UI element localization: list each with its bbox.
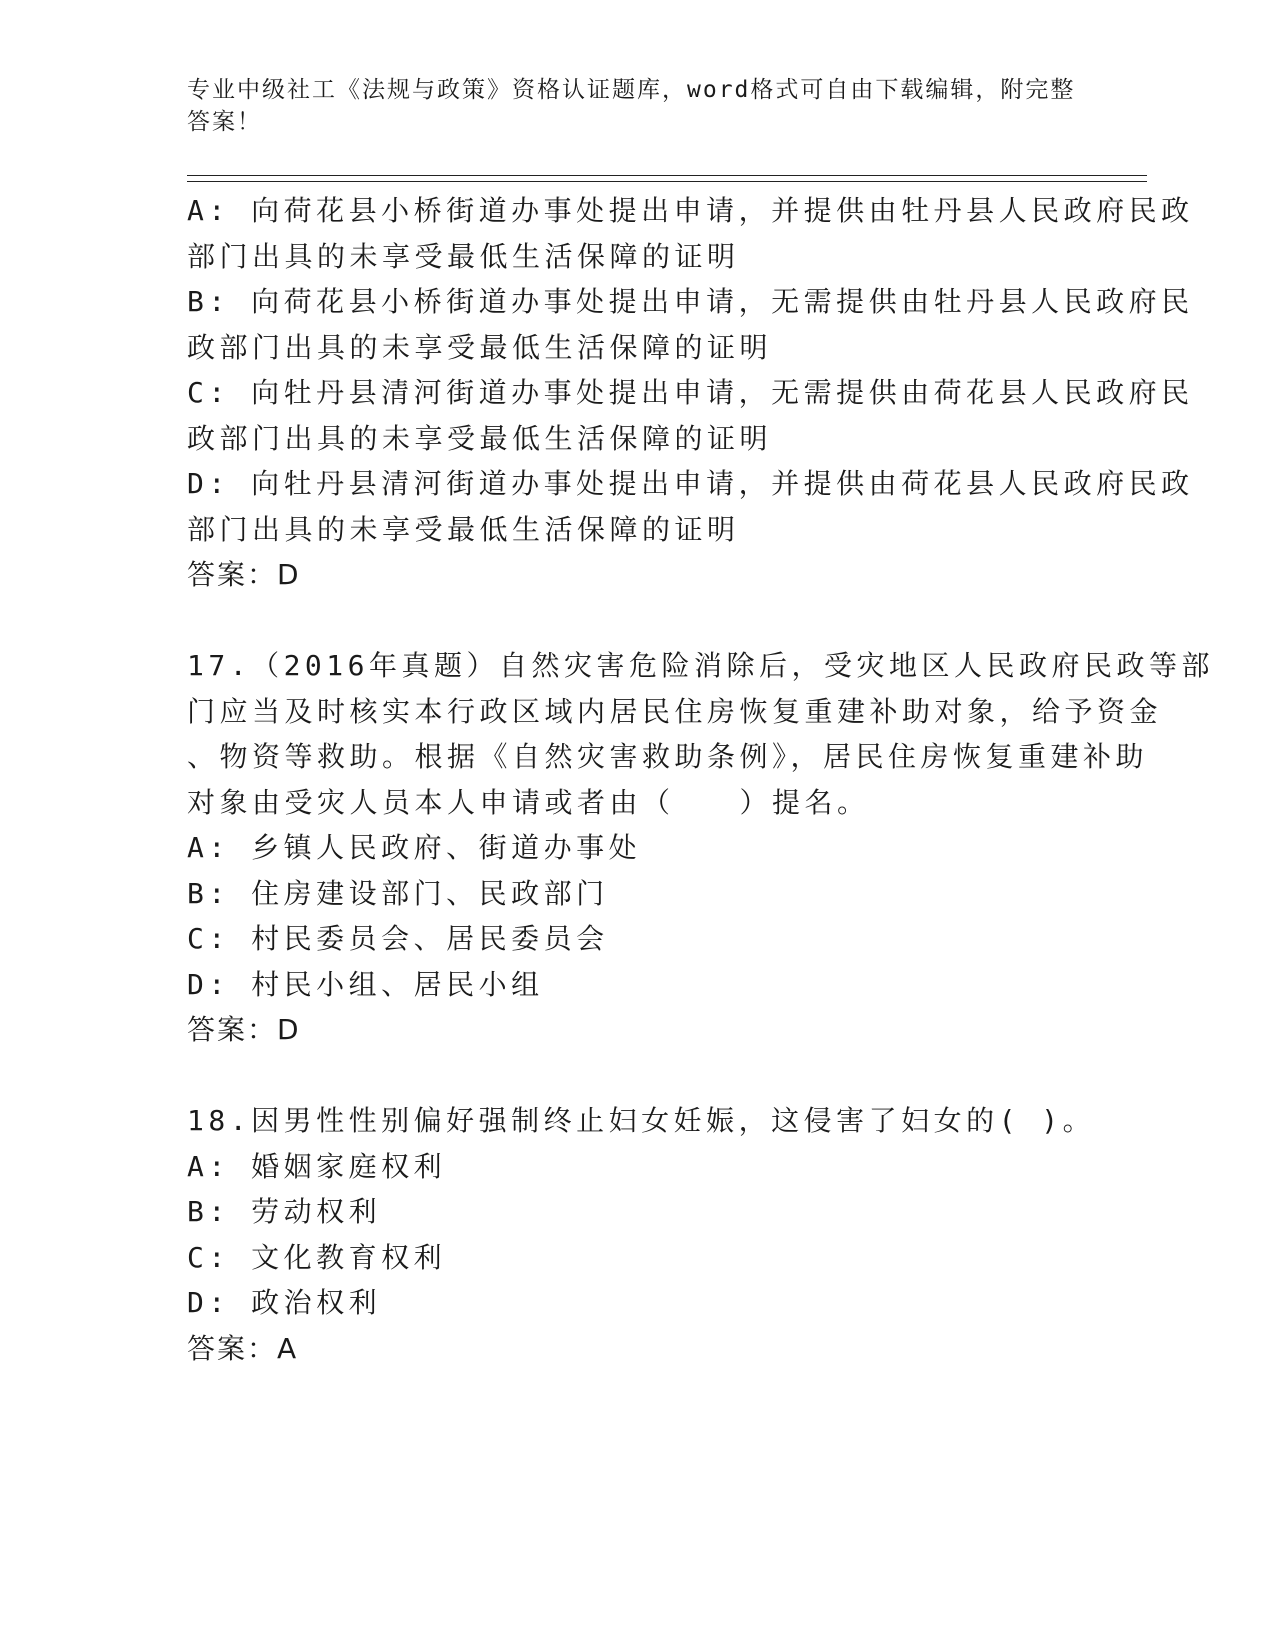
question-stem: 、物资等救助。根据《自然灾害救助条例》，居民住房恢复重建补助 <box>187 740 1149 773</box>
spacer <box>187 598 1087 644</box>
option-text: B: 向荷花县小桥街道办事处提出申请，无需提供由牡丹县人民政府民 <box>187 285 1194 318</box>
answer-line: 答案：D <box>187 1013 301 1046</box>
option-d: D: 村民小组、居民小组 <box>187 967 544 1001</box>
question-16 <box>187 188 1194 598</box>
header-divider-top <box>187 175 1147 176</box>
option-text: 政部门出具的未享受最低生活保障的证明 <box>187 421 773 455</box>
option-text: 部门出具的未享受最低生活保障的证明 <box>187 512 740 546</box>
option-d: D: 政治权利 <box>187 1286 382 1319</box>
question-stem: 18.因男性性别偏好强制终止妇女妊娠，这侵害了妇女的( )。 <box>187 1104 1096 1137</box>
option-c: C: 文化教育权利 <box>187 1240 447 1274</box>
question-17 <box>187 643 1215 1053</box>
option-a: A: 婚姻家庭权利 <box>187 1149 447 1183</box>
option-d <box>187 461 1194 552</box>
option-text: A: 向荷花县小桥街道办事处提出申请，并提供由牡丹县人民政府民政 <box>187 194 1194 227</box>
option-b: B: 住房建设部门、民政部门 <box>187 876 609 910</box>
question-stem: 17.（2016年真题）自然灾害危险消除后，受灾地区人民政府民政等部 <box>187 649 1215 682</box>
option-b: B: 劳动权利 <box>187 1195 382 1228</box>
header-line-2: 答案！ <box>187 109 262 135</box>
option-b <box>187 279 1194 370</box>
answer-line: 答案：D <box>187 558 301 591</box>
document-header <box>187 74 1087 138</box>
question-stem: 对象由受灾人员本人申请或者由（ ）提名。 <box>187 785 870 819</box>
option-text: D: 向牡丹县清河街道办事处提出申请，并提供由荷花县人民政府民政 <box>187 467 1194 500</box>
option-a: A: 乡镇人民政府、街道办事处 <box>187 831 642 864</box>
question-content <box>187 188 1215 1371</box>
option-a <box>187 188 1194 279</box>
question-stem: 门应当及时核实本行政区域内居民住房恢复重建补助对象，给予资金 <box>187 694 1163 728</box>
option-text: C: 向牡丹县清河街道办事处提出申请，无需提供由荷花县人民政府民 <box>187 376 1194 409</box>
option-c <box>187 370 1194 461</box>
option-text: 政部门出具的未享受最低生活保障的证明 <box>187 330 773 364</box>
option-text: 部门出具的未享受最低生活保障的证明 <box>187 239 740 273</box>
option-c: C: 村民委员会、居民委员会 <box>187 922 609 955</box>
question-18 <box>187 1098 1096 1371</box>
header-divider-bottom <box>187 181 1147 182</box>
header-line-1: 专业中级社工《法规与政策》资格认证题库，word格式可自由下载编辑，附完整 <box>187 77 1076 103</box>
spacer <box>187 1053 1087 1099</box>
answer-line: 答案：A <box>187 1331 299 1365</box>
